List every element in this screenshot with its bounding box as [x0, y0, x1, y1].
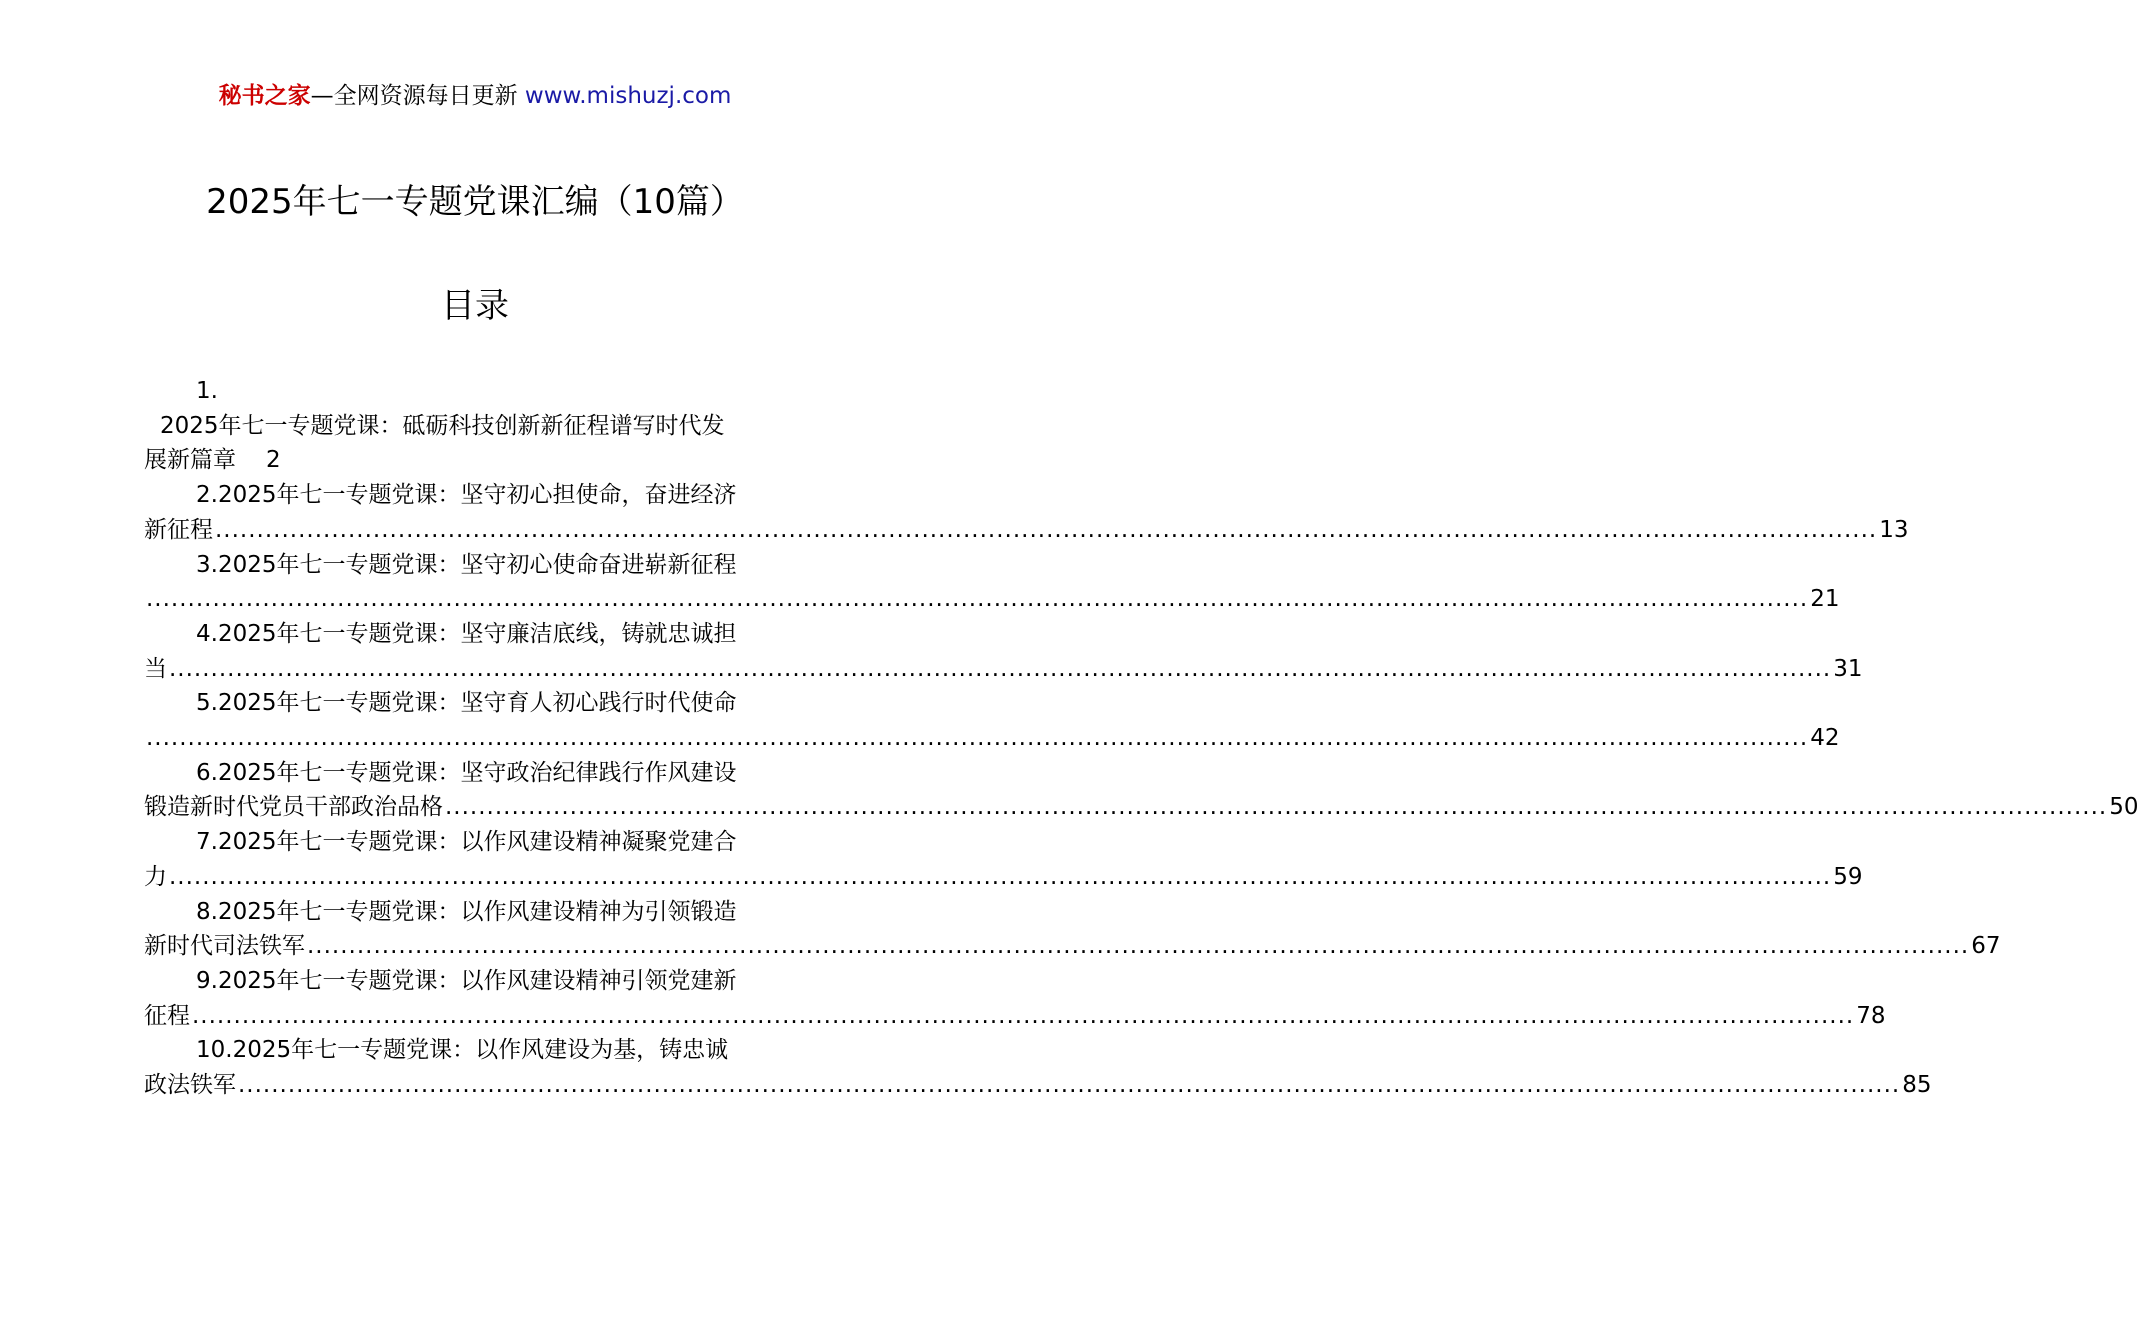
site-brand: 秘书之家 [218, 83, 311, 109]
toc-entry-7[interactable] [144, 825, 1863, 894]
toc-entry-4[interactable] [144, 617, 1863, 686]
toc-entry-5[interactable] [144, 686, 1840, 755]
toc-entry-title-line2: 政法铁军 [144, 1072, 236, 1099]
toc-entry-6[interactable] [144, 756, 2139, 825]
toc-entry-title-line1: 5.2025年七一专题党课：坚守育人初心践行时代使命 [196, 690, 737, 717]
toc-entry-title-line2: 展新篇章 [144, 447, 236, 474]
document-title: 2025年七一专题党课汇编（10篇） [206, 182, 744, 222]
toc-dot-leader: ........................................................................................................................................................................................................ [169, 655, 1832, 682]
toc-entry-title-line1: 9.2025年七一专题党课：以作风建设精神引领党建新 [196, 967, 737, 994]
toc-entry-3[interactable] [144, 548, 1840, 617]
toc-entry-title-line2: 征程 [144, 1002, 190, 1029]
toc-dot-leader: ........................................................................................................................................................................................................ [146, 725, 1809, 752]
toc-entry-title-line2: 锻造新时代党员干部政治品格 [144, 794, 443, 821]
toc-entry-1[interactable] [144, 374, 806, 478]
toc-entry-title-line1: 2.2025年七一专题党课：坚守初心担使命，奋进经济 [196, 482, 737, 509]
toc-dot-leader: ........................................................................................................................................................................................................ [192, 1002, 1855, 1029]
table-of-contents [144, 374, 2139, 1103]
toc-entry-page: 78 [1856, 1002, 1886, 1029]
toc-dot-leader: ........................................................................................................................................................................................................ [238, 1072, 1901, 1099]
toc-dot-leader: ........................................................................................................................................................................................................ [307, 933, 1970, 960]
toc-entry-page: 2 [266, 447, 281, 474]
toc-dot-leader: ........................................................................................................................................................................................................ [445, 794, 2108, 821]
toc-entry-title-line2: 当 [144, 655, 167, 682]
toc-entry-9[interactable] [144, 964, 1886, 1033]
toc-entry-title-line2: 力 [144, 863, 167, 890]
toc-entry-title-line2: 新征程 [144, 516, 213, 543]
toc-entry-page: 21 [1810, 586, 1840, 613]
toc-dot-leader: ........................................................................................................................................................................................................ [215, 516, 1878, 543]
toc-entry-2[interactable] [144, 478, 1909, 547]
site-header [0, 80, 950, 112]
toc-entry-title-line1: 4.2025年七一专题党课：坚守廉洁底线，铸就忠诚担 [196, 620, 737, 647]
toc-entry-page: 50 [2109, 794, 2139, 821]
toc-entry-title-line1: 2025年七一专题党课：砥砺科技创新新征程谱写时代发 [160, 412, 725, 439]
toc-dot-leader: ........................................................................................................................................................................................................ [146, 586, 1809, 613]
site-url-link[interactable]: www.mishuzj.com [524, 83, 732, 109]
toc-entry-title-line2: 新时代司法铁军 [144, 933, 305, 960]
toc-heading: 目录 [441, 286, 509, 326]
site-slogan: —全网资源每日更新 [310, 83, 525, 109]
toc-entry-8[interactable] [144, 895, 2001, 964]
toc-entry-page: 13 [1879, 516, 1909, 543]
toc-entry-page: 67 [1971, 933, 2001, 960]
toc-entry-page: 42 [1810, 725, 1840, 752]
toc-entry-10[interactable] [144, 1033, 1932, 1102]
toc-entry-page: 31 [1833, 655, 1863, 682]
toc-entry-title-line1: 8.2025年七一专题党课：以作风建设精神为引领锻造 [196, 898, 737, 925]
toc-entry-title-line1: 10.2025年七一专题党课：以作风建设为基，铸忠诚 [196, 1037, 729, 1064]
toc-dot-leader: ........................................................................................................................................................................................................ [169, 863, 1832, 890]
toc-entry-title-line1: 6.2025年七一专题党课：坚守政治纪律践行作风建设 [196, 759, 737, 786]
toc-entry-page: 85 [1902, 1072, 1932, 1099]
toc-entry-number: 1. [196, 378, 218, 404]
toc-entry-page: 59 [1833, 863, 1863, 890]
toc-entry-title-line1: 7.2025年七一专题党课：以作风建设精神凝聚党建合 [196, 829, 737, 856]
toc-entry-title-line1: 3.2025年七一专题党课：坚守初心使命奋进崭新征程 [196, 551, 737, 578]
